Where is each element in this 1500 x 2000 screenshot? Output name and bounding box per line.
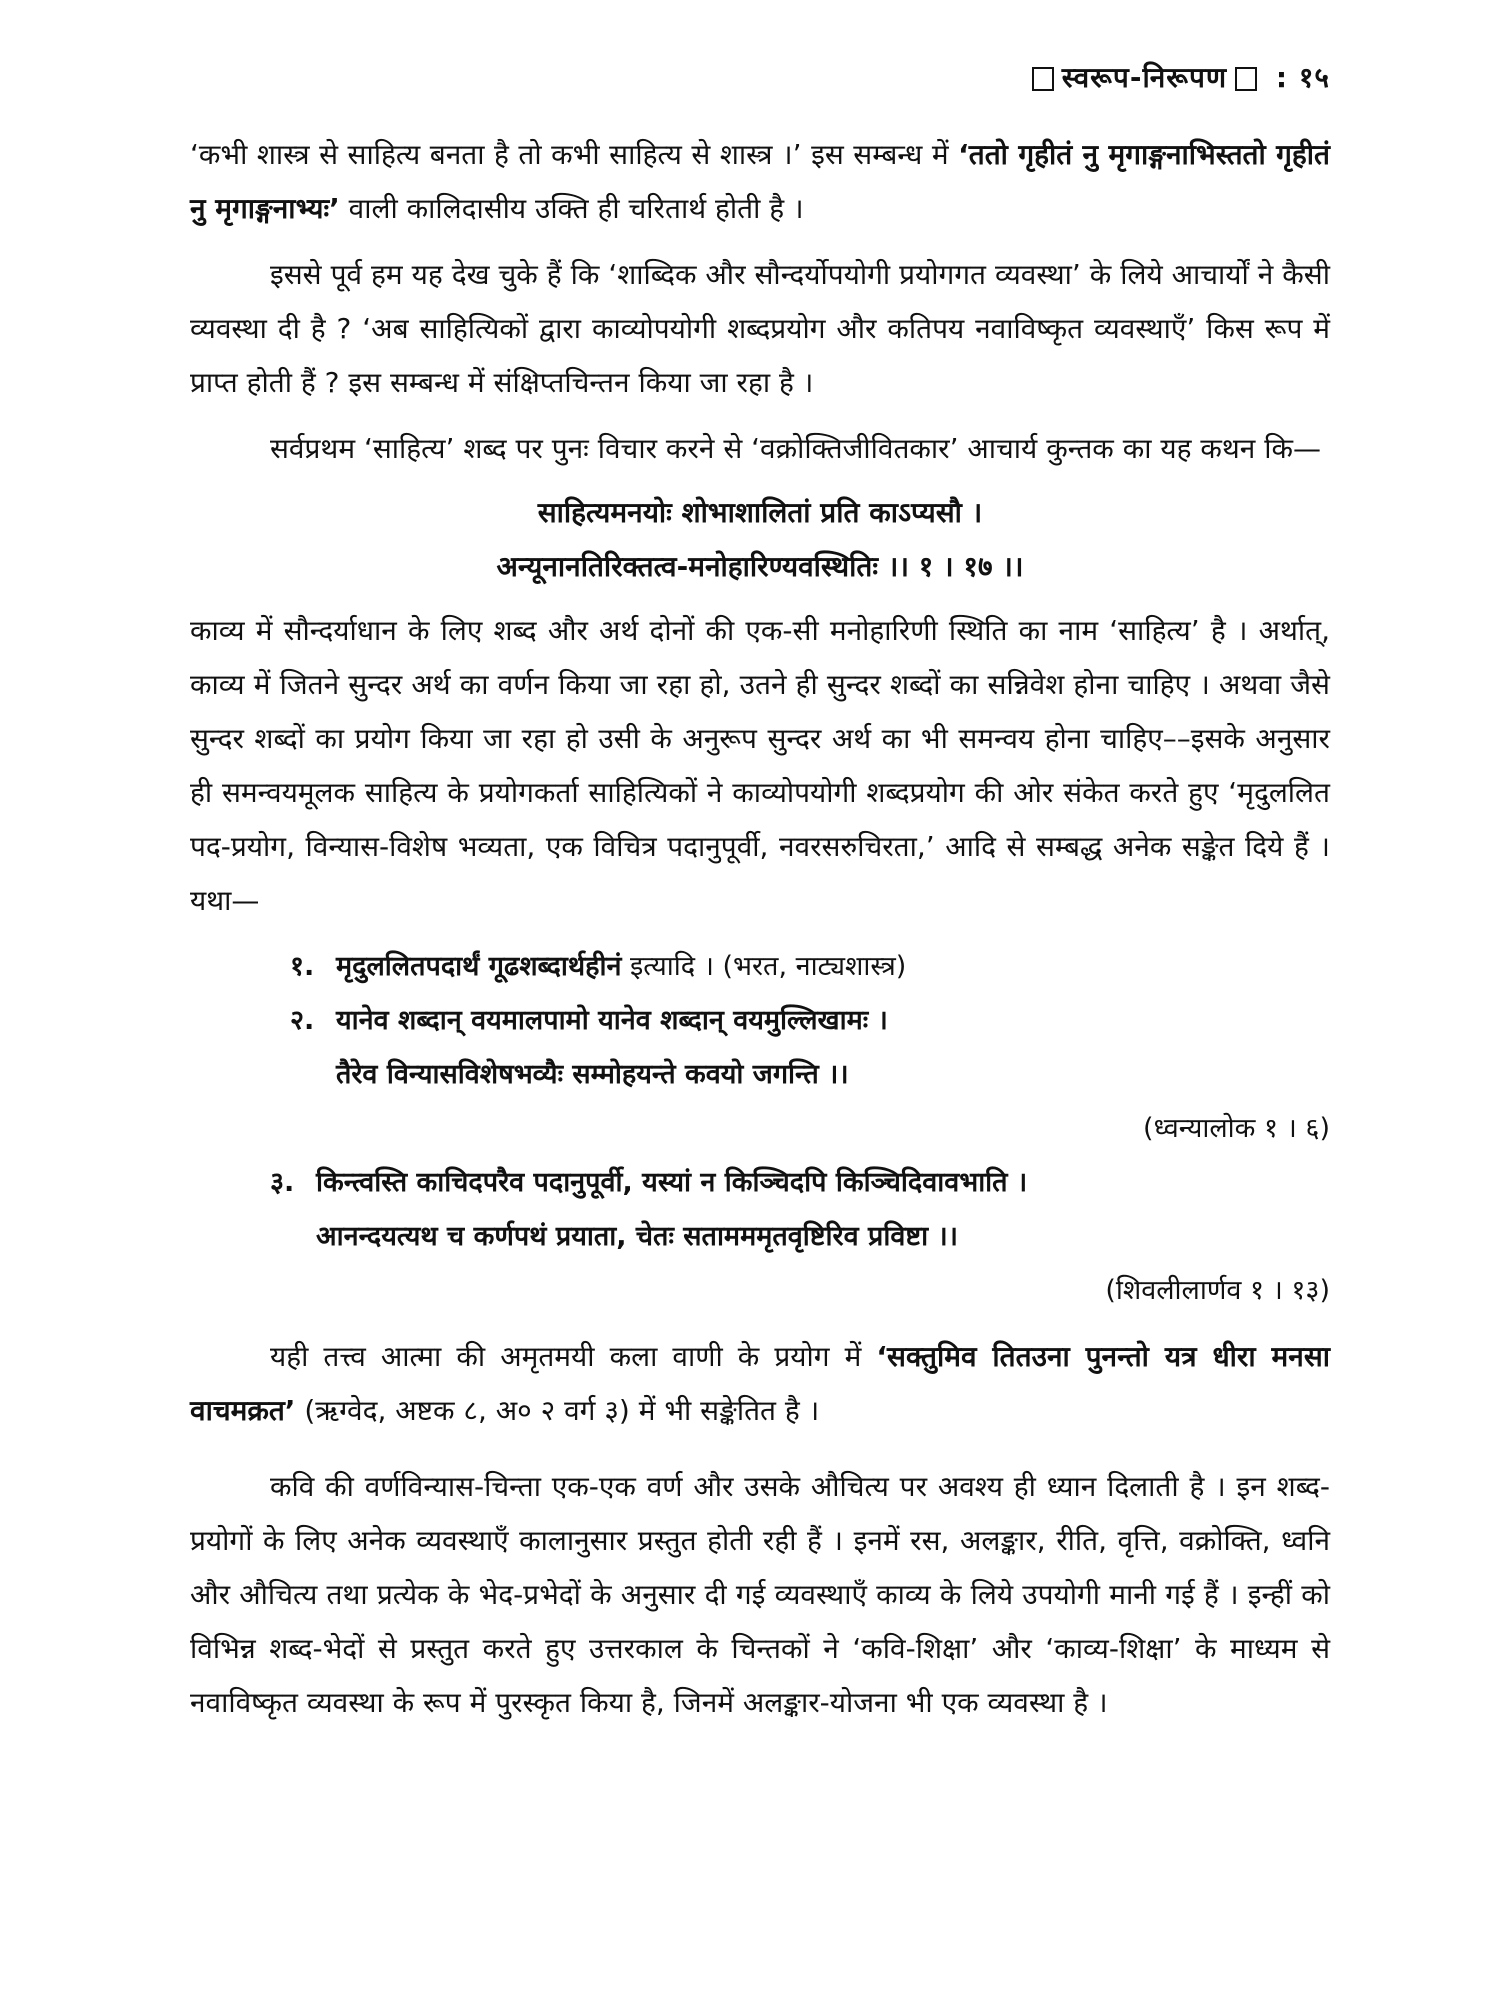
example-2-number: २. <box>290 1005 315 1036</box>
paragraph-1 <box>190 128 1330 236</box>
paragraph-5-end: (ऋग्वेद, अष्टक ८, अ० २ वर्ग ३) में भी सङ्केतित है । <box>295 1394 820 1427</box>
header-title: स्वरूप-निरूपण <box>1061 61 1228 94</box>
paragraph-5 <box>190 1330 1330 1438</box>
header-box-left-icon <box>1032 67 1054 91</box>
example-1 <box>190 940 1330 994</box>
paragraph-3: सर्वप्रथम ‘साहित्य’ शब्द पर पुनः विचार करने से ‘वक्रोक्तिजीवितकार’ आचार्य कुन्तक का यह कथन कि— <box>270 432 1321 465</box>
example-1-number: १. <box>290 951 315 982</box>
kuntaka-verse <box>190 486 1330 594</box>
example-2-line-1: यानेव शब्दान् वयमालपामो यानेव शब्दान् वयमुल्लिखामः । <box>336 1005 888 1036</box>
example-3-line-1: किन्त्वस्ति काचिदपरैव पदानुपूर्वी, यस्यां न किञ्चिदपि किञ्चिदिवावभाति । <box>316 1167 1028 1198</box>
paragraph-5-start: यही तत्त्व आत्मा की अमृतमयी कला वाणी के प्रयोग में <box>270 1340 877 1373</box>
example-1-text: मृदुललितपदार्थं गूढशब्दार्थहीनं <box>336 951 622 982</box>
header-box-right-icon <box>1235 67 1257 91</box>
example-2-source: (ध्वन्यालोक १ । ६) <box>1143 1113 1330 1144</box>
example-3-line-2: आनन्दयत्यथ च कर्णपथं प्रयाता, चेतः सतामममृतवृष्टिरिव प्रविष्टा ।। <box>316 1221 958 1252</box>
example-3 <box>190 1156 1330 1264</box>
paragraph-2: इससे पूर्व हम यह देख चुके हैं कि ‘शाब्दिक और सौन्दर्योपयोगी प्रयोगगत व्यवस्था’ के लिये आचार्यों ने कैसी व्यवस्था दी है ? ‘अब साहित्यिकों द्वारा काव्योपयोगी शब्दप्रयोग और कतिपय नवाविष्कृत व्यवस्थाएँ’ किस रूप में प्राप्त होती हैं ? इस सम्बन्ध में संक्षिप्तचिन्तन किया जा रहा है । <box>190 258 1330 399</box>
paragraph-1-end: वाली कालिदासीय उक्ति ही चरितार्थ होती है । <box>339 192 804 225</box>
kalidasa-quote: ‘ततो गृहीतं नु मृगाङ्गनाभिस्ततो गृहीतं नु मृगाङ्गनाभ्यः’ <box>190 138 1330 225</box>
paragraph-1-start: ‘कभी शास्त्र से साहित्य बनता है तो कभी साहित्य से शास्त्र ।’ इस सम्बन्ध में <box>190 138 959 171</box>
verse-line-2: अन्यूनानतिरिक्तत्व-मनोहारिण्यवस्थितिः ।। १ । १७ ।। <box>496 550 1024 583</box>
paragraph-6: कवि की वर्णविन्यास-चिन्ता एक-एक वर्ण और उसके औचित्य पर अवश्य ही ध्यान दिलाती है । इन शब्द-प्रयोगों के लिए अनेक व्यवस्थाएँ कालानुसार प्रस्तुत होती रही हैं । इनमें रस, अलङ्कार, रीति, वृत्ति, वक्रोक्ति, ध्वनि और औचित्य तथा प्रत्येक के भेद-प्रभेदों के अनुसार दी गई व्यवस्थाएँ काव्य के लिये उपयोगी मानी गई हैं । इन्हीं को विभिन्न शब्द-भेदों से प्रस्तुत करते हुए उत्तरकाल के चिन्तकों ने ‘कवि-शिक्षा’ और ‘काव्य-शिक्षा’ के माध्यम से नवाविष्कृत व्यवस्था के रूप में पुरस्कृत किया है, जिनमें अलङ्कार-योजना भी एक व्यवस्था है । <box>190 1470 1330 1719</box>
paragraph-4: काव्य में सौन्दर्याधान के लिए शब्द और अर्थ दोनों की एक-सी मनोहारिणी स्थिति का नाम ‘साहित्य’ है । अर्थात्, काव्य में जितने सुन्दर अर्थ का वर्णन किया जा रहा हो, उतने ही सुन्दर शब्दों का सन्निवेश होना चाहिए । अथवा जैसे सुन्दर शब्दों का प्रयोग किया जा रहा हो उसी के अनुरूप सुन्दर अर्थ का भी समन्वय होना चाहिए––इसके अनुसार ही समन्वयमूलक साहित्य के प्रयोगकर्ता साहित्यिकों ने काव्योपयोगी शब्दप्रयोग की ओर संकेत करते हुए ‘मृदुललित पद-प्रयोग, विन्यास-विशेष भव्यता, एक विचित्र पदानुपूर्वी, नवरसरुचिरता,’ आदि से सम्बद्ध अनेक सङ्केत दिये हैं । यथा— <box>190 614 1330 917</box>
running-header <box>1024 58 1330 96</box>
example-2 <box>190 994 1330 1102</box>
example-3-source: (शिवलीलार्णव १ । १३) <box>1105 1275 1330 1306</box>
header-separator: : <box>1275 61 1289 94</box>
example-3-number: ३. <box>270 1167 295 1198</box>
example-2-line-2: तैरेव विन्यासविशेषभव्यैः सम्मोहयन्ते कवयो जगन्ति ।। <box>336 1059 849 1090</box>
page-number: १५ <box>1298 61 1330 94</box>
verse-line-1: साहित्यमनयोः शोभाशालितां प्रति काऽप्यसौ । <box>537 496 983 529</box>
body-text <box>190 128 1330 1730</box>
rigveda-quote: ‘सक्तुमिव तितउना पुनन्तो यत्र धीरा मनसा वाचमक्रत’ <box>190 1340 1331 1427</box>
example-1-source: इत्यादि । (भरत, नाट्यशास्त्र) <box>621 951 907 982</box>
